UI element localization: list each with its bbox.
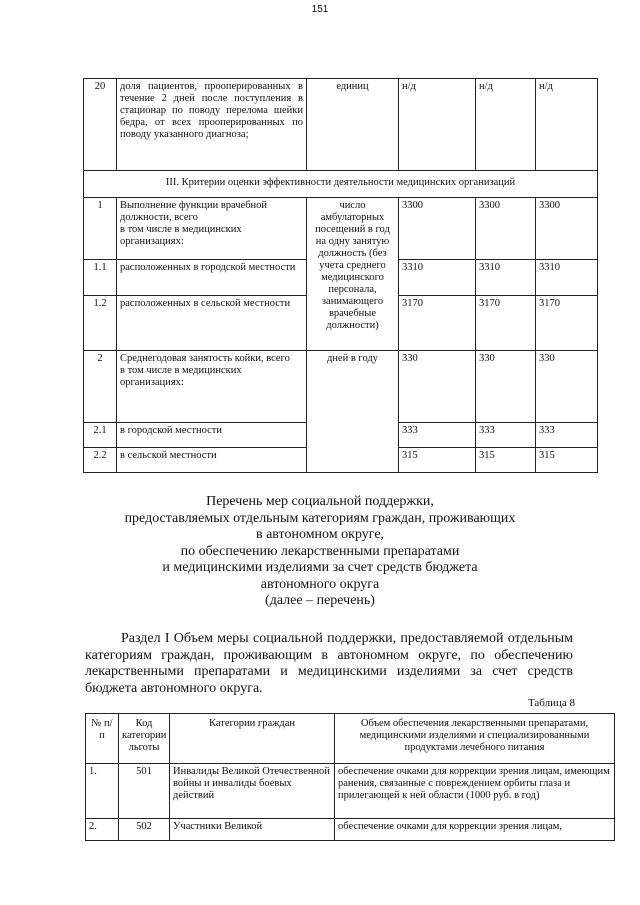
volume-text: обеспечение очками для коррекции зрения лицам, [335,819,615,841]
value-cell: 3170 [476,296,536,351]
row-number: 1.2 [84,296,117,351]
section-row [84,171,598,198]
row-number: 2.2 [84,448,117,473]
category-code: 502 [119,819,170,841]
indicator-name: Среднегодовая занятость койки, всего в том числе в медицинских организациях: [117,351,307,423]
value-cell: н/д [476,79,536,171]
value-cell: 333 [476,423,536,448]
value-cell: 315 [536,448,598,473]
indicator-name: в сельской местности [117,448,307,473]
table-row [84,198,598,260]
indicator-name: доля пациентов, прооперированных в течение 2 дней после поступления в стационар по поводу перелома шейки бедра, от всех прооперированных по поводу указанного диагноза; [117,79,307,171]
value-cell: 3300 [399,198,476,260]
table-caption: Таблица 8 [527,697,575,709]
page-number: 151 [311,4,329,15]
category-name: Участники Великой [170,819,335,841]
heading-line: в автономном округе, [255,527,385,542]
value-cell: 3310 [536,260,598,296]
value-cell: 315 [399,448,476,473]
criteria-table [83,78,598,473]
value-cell: 315 [476,448,536,473]
indicator-name: Выполнение функции врачебной должности, всего в том числе в медицинских организациях: [117,198,307,260]
heading-line: по обеспечению лекарственными препаратами [180,543,460,559]
row-number: 1.1 [84,260,117,296]
value-cell: 330 [476,351,536,423]
support-measures-table [85,713,615,841]
value-cell: н/д [399,79,476,171]
section-paragraph: Раздел I Объем меры социальной поддержки, предоставляемой отдельным категориям граждан, проживающим в автономном округе, по обеспечению лекарственными препаратами и медицинскими изделиями за счет средств бюджета автономного округа. [85,631,573,696]
column-header-code: Код категории льготы [119,714,170,764]
category-code: 501 [119,764,170,819]
table-row [86,819,615,841]
column-header-volume: Объем обеспечения лекарственными препаратами, медицинскими изделиями и специализированными продуктами лечебного питания [335,714,615,764]
value-cell: 330 [399,351,476,423]
row-number: 20 [84,79,117,171]
value-cell: 330 [536,351,598,423]
unit-cell: дней в году [307,351,399,473]
table-row [84,79,598,171]
value-cell: н/д [536,79,598,171]
heading-line: автономного округа [260,576,380,592]
table-row [86,764,615,819]
indicator-name: расположенных в сельской местности [117,296,307,351]
value-cell: 3170 [536,296,598,351]
value-cell: 333 [536,423,598,448]
indicator-name: расположенных в городской местности [117,260,307,296]
list-heading [0,494,640,610]
value-cell: 3310 [476,260,536,296]
unit-cell: единиц [307,79,399,171]
column-header-category: Категории граждан [170,714,335,764]
row-number: 2 [84,351,117,423]
heading-line: (далее – перечень) [265,593,375,608]
row-number: 1 [84,198,117,260]
heading-line: предоставляемых отдельным категориям граждан, проживающих [124,510,516,526]
indicator-name: в городской местности [117,423,307,448]
heading-line: Перечень мер социальной поддержки, [206,494,434,509]
category-name: Инвалиды Великой Отечественной войны и инвалиды боевых действий [170,764,335,819]
value-cell: 3300 [536,198,598,260]
value-cell: 333 [399,423,476,448]
header-row [86,714,615,764]
unit-cell: число амбулаторных посещений в год на одну занятую должность (без учета среднего медицинского персонала, занимающего врачебные должности) [307,198,399,351]
row-number: 2.1 [84,423,117,448]
value-cell: 3300 [476,198,536,260]
value-cell: 3310 [399,260,476,296]
section-title: III. Критерии оценки эффективности деятельности медицинских организаций [84,171,598,198]
column-header-num: № п/п [86,714,119,764]
row-number: 2. [86,819,119,841]
heading-line: и медицинскими изделиями за счет средств бюджета [162,560,478,575]
volume-text: обеспечение очками для коррекции зрения лицам, имеющим ранения, связанные с повреждением орбиты глаза и прилегающей к ней области (1000 руб. в год) [335,764,615,819]
value-cell: 3170 [399,296,476,351]
table-row [84,351,598,423]
row-number: 1. [86,764,119,819]
